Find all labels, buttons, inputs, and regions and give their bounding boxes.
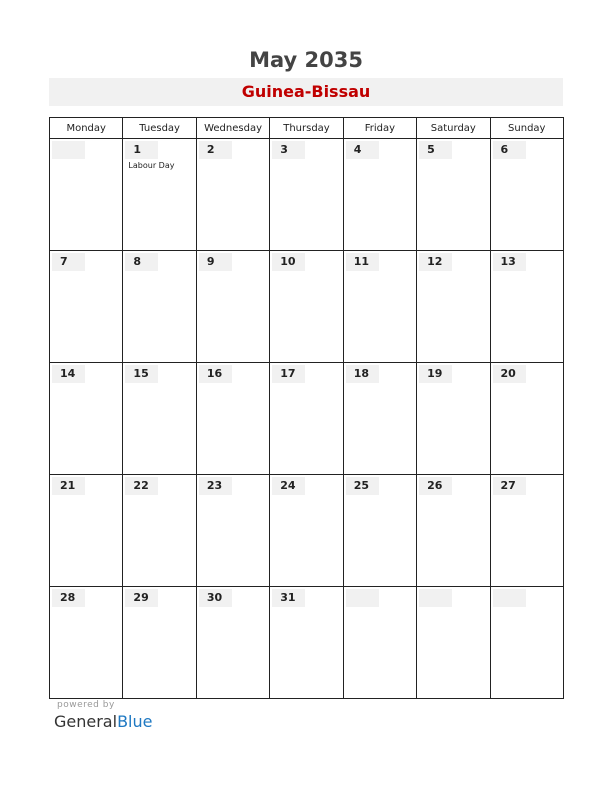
day-number: 22 (125, 477, 158, 495)
day-cell (270, 475, 343, 587)
day-number: 19 (419, 365, 452, 383)
day-cell (196, 363, 269, 475)
day-cell (417, 363, 490, 475)
day-cell (270, 363, 343, 475)
day-cell (490, 475, 563, 587)
day-number: 30 (199, 589, 232, 607)
day-number (419, 589, 452, 607)
day-number: 2 (199, 141, 232, 159)
day-cell (123, 363, 196, 475)
day-cell (343, 475, 416, 587)
holiday-label: Labour Day (128, 161, 175, 170)
day-cell (196, 139, 269, 251)
week-row-3 (50, 363, 564, 475)
day-cell (417, 139, 490, 251)
country-name: Guinea-Bissau (241, 82, 371, 101)
day-cell (50, 251, 123, 363)
day-number: 17 (272, 365, 305, 383)
day-cell (490, 251, 563, 363)
day-cell (50, 139, 123, 251)
calendar-grid (49, 117, 564, 699)
day-cell (417, 475, 490, 587)
day-number: 29 (125, 589, 158, 607)
weekday-tuesday: Tuesday (123, 118, 196, 139)
day-number: 10 (272, 253, 305, 271)
day-cell (123, 475, 196, 587)
day-cell (50, 475, 123, 587)
day-number: 27 (493, 477, 526, 495)
weekday-saturday: Saturday (417, 118, 490, 139)
day-cell (490, 139, 563, 251)
brand-general: General (54, 712, 118, 731)
day-number: 18 (346, 365, 379, 383)
day-cell (270, 251, 343, 363)
day-number: 20 (493, 365, 526, 383)
day-number: 25 (346, 477, 379, 495)
day-cell (270, 139, 343, 251)
day-cell (196, 587, 269, 699)
week-row-2 (50, 251, 564, 363)
powered-by-label: powered by (57, 700, 115, 710)
day-cell (417, 251, 490, 363)
day-number: 13 (493, 253, 526, 271)
day-cell (50, 363, 123, 475)
day-cell (343, 587, 416, 699)
calendar-title: May 2035 (249, 48, 363, 72)
day-number: 16 (199, 365, 232, 383)
day-cell (417, 587, 490, 699)
week-row-5 (50, 587, 564, 699)
day-number: 24 (272, 477, 305, 495)
brand-blue: Blue (117, 712, 153, 731)
weekday-thursday: Thursday (270, 118, 343, 139)
weekday-monday: Monday (50, 118, 123, 139)
day-number: 6 (493, 141, 526, 159)
day-cell (490, 363, 563, 475)
country-banner (49, 78, 563, 106)
day-number (52, 141, 85, 159)
day-number: 28 (52, 589, 85, 607)
day-cell (343, 251, 416, 363)
day-cell (196, 251, 269, 363)
weekday-sunday: Sunday (490, 118, 563, 139)
week-row-4 (50, 475, 564, 587)
day-number: 12 (419, 253, 452, 271)
day-cell (343, 363, 416, 475)
day-number: 8 (125, 253, 158, 271)
day-number: 5 (419, 141, 452, 159)
day-cell (123, 251, 196, 363)
day-number: 9 (199, 253, 232, 271)
weekday-friday: Friday (343, 118, 416, 139)
day-number: 3 (272, 141, 305, 159)
day-number: 15 (125, 365, 158, 383)
day-number: 14 (52, 365, 85, 383)
generalblue-logo[interactable] (54, 712, 152, 731)
day-number: 4 (346, 141, 379, 159)
day-cell (123, 587, 196, 699)
day-cell (490, 587, 563, 699)
day-cell (343, 139, 416, 251)
day-number: 31 (272, 589, 305, 607)
day-number: 23 (199, 477, 232, 495)
day-number: 7 (52, 253, 85, 271)
day-cell (196, 475, 269, 587)
weekday-wednesday: Wednesday (196, 118, 269, 139)
day-number: 26 (419, 477, 452, 495)
day-cell (50, 587, 123, 699)
week-row-1 (50, 139, 564, 251)
day-number: 1 (125, 141, 158, 159)
weekday-header-row (50, 118, 564, 139)
day-cell (270, 587, 343, 699)
day-cell (123, 139, 196, 251)
day-number (346, 589, 379, 607)
day-number: 21 (52, 477, 85, 495)
day-number (493, 589, 526, 607)
day-number: 11 (346, 253, 379, 271)
